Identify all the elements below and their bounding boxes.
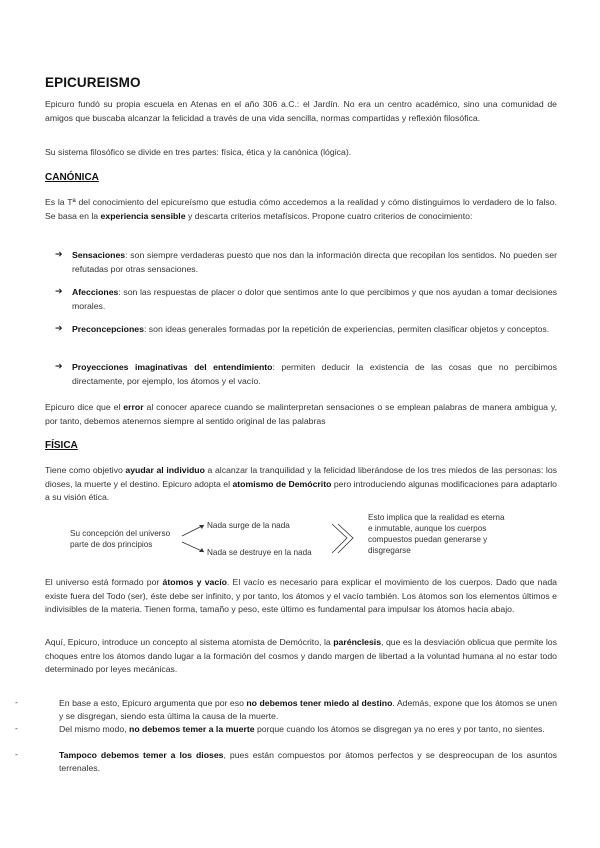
canonica-paragraph	[45, 196, 557, 223]
bullet-text-a: Del mismo modo,	[59, 724, 130, 734]
fisica-paragraph-1	[45, 464, 557, 505]
arrow-icon: ➔	[55, 286, 63, 296]
criterion-text: : son ideas generales formadas por la repetición de experiencias, permiten clasificar objetos y conceptos.	[143, 324, 550, 334]
intro-text-1: Epicuro fundó su propia escuela en Atenas en el año 306 a.C.: el Jardín. No era un centro académico, sino una comunidad de amigos que buscaba alcanzar la felicidad a través de una vida sencilla, normas compartidas y reflexión filosófica.	[45, 99, 557, 123]
canonica-text-a: Es la Tª del conocimiento del epicureísmo que estudia cómo accedemos a la realidad y cómo distinguimos lo verdadero de lo falso. Se basa en la	[45, 197, 557, 221]
arrow-icon: ➔	[55, 361, 63, 371]
bullet-bold: Tampoco debemos temer a los dioses	[59, 750, 224, 760]
fisica-p3-text-c: , que es la desviación oblicua que permite los choques entre los átomos dando lugar a la formación del cosmos y dando margen de libertad a la voluntad humana al no estar todo determinado por leyes mecánicas.	[45, 637, 557, 674]
canonica-text-c: y descarta criterios metafísicos. Propone cuatro criterios de conocimiento:	[185, 210, 473, 221]
heading-canonica: CANÓNICA	[45, 172, 99, 183]
fisica-text-c: a alcanzar la tranquilidad y la felicidad liberándose de los tres miedos de las personas: los dioses, la muerte y el destino. Epicuro adopta el	[45, 465, 558, 489]
error-bold: error	[123, 402, 144, 412]
bullet-text-c: porque cuando los átomos se disgregan ya no eres y por tanto, no sientes.	[254, 724, 545, 734]
arrow-icon: ➔	[55, 249, 63, 259]
diagram-right-text: Esto implica que la realidad es eterna e inmutable, aunque los cuerpos compuestos puedan generarse y disgregarse	[368, 513, 505, 555]
criterion-term: Preconcepciones	[72, 324, 144, 334]
diagram-top-text: Nada surge de la nada	[207, 521, 290, 530]
bullet-bold: no debemos temer a la muerte	[129, 724, 255, 734]
canonica-bold-experiencia: experiencia sensible	[100, 210, 186, 221]
page-title: EPICUREISMO	[45, 75, 141, 90]
error-text-a: Epicuro dice que el	[45, 402, 124, 412]
bullet-bold: no debemos tener miedo al destino	[246, 698, 393, 708]
bullet-text-c: , pues están compuestos por átomos perfectos y se despreocupan de los asuntos terrenales.	[59, 750, 557, 773]
principles-diagram	[70, 512, 545, 572]
criterion-term: Proyecciones imaginativas del entendimiento	[72, 362, 273, 372]
heading-fisica: FÍSICA	[45, 440, 78, 451]
criterion-text: : permiten deducir la existencia de las cosas que no percibimos directamente, por ejemplo, los átomos y el vacío.	[72, 362, 557, 386]
dash-bullet: -	[15, 749, 18, 759]
fisica-text-a: Tiene como objetivo	[45, 465, 126, 475]
fisica-p2-text-c: . El vacío es necesario para explicar el movimiento de los cuerpos. Dado que nada existe fuera del Todo (ser), éste debe ser infinito, y por tanto, los átomos y el vacío también. Los átomos son los elementos últimos e indivisibles de la materia. Tienen forma, tamaño y peso, este último es fundamental para impulsar los átomos hacia abajo.	[45, 577, 557, 614]
bullet-text-c: . Además, expone que los átomos se unen y se disgregan, siendo esta última la causa de la muerte.	[59, 698, 557, 721]
fisica-bold-atomos: átomos y vacío	[162, 577, 227, 587]
criterion-term: Sensaciones	[72, 250, 126, 260]
fisica-paragraph-2	[45, 576, 557, 617]
fisica-bold-atomismo: atomismo de Demócrito	[232, 478, 332, 489]
dash-bullet: -	[15, 723, 18, 733]
criterion-text: : son las respuestas de placer o dolor que sentimos ante lo que percibimos y que nos ayudan a tomar decisiones morales.	[72, 287, 557, 311]
error-text-c: al conocer aparece cuando se malinterpretan sensaciones o se emplean palabras de manera ambigua y, por tanto, debemos atenernos siempre al sentido original de las palabras	[45, 402, 557, 426]
fisica-p2-text-a: El universo está formado por	[45, 577, 163, 587]
dash-bullet: -	[15, 697, 18, 707]
intro-paragraph-2	[45, 146, 557, 160]
fisica-paragraph-3	[45, 636, 557, 677]
diagram-bottom-text: Nada se destruye en la nada	[207, 548, 312, 557]
diagram-left-text: Su concepción del universo parte de dos principios	[70, 529, 171, 549]
arrow-icon: ➔	[55, 323, 63, 333]
fisica-bold-parenclesis: parénclesis	[333, 637, 382, 647]
intro-text-2: Su sistema filosófico se divide en tres partes: física, ética y la canónica (lógica).	[45, 147, 352, 157]
fisica-p3-text-a: Aquí, Epicuro, introduce un concepto al sistema atomista de Demócrito, la	[45, 637, 334, 647]
criterion-term: Afecciones	[72, 287, 119, 297]
fisica-bold-ayudar: ayudar al individuo	[125, 465, 205, 475]
bullet-text-a: En base a esto, Epicuro argumenta que por eso	[59, 698, 247, 708]
fisica-text-e: pero introduciendo algunas modificaciones para adaptarlo a su visión ética.	[45, 478, 558, 502]
intro-paragraph-1	[45, 98, 557, 125]
criterion-text: : son siempre verdaderas puesto que nos dan la información directa que recopilan los sentidos. No pueden ser refutadas por otras sensaciones.	[72, 250, 557, 274]
error-paragraph	[45, 401, 557, 428]
